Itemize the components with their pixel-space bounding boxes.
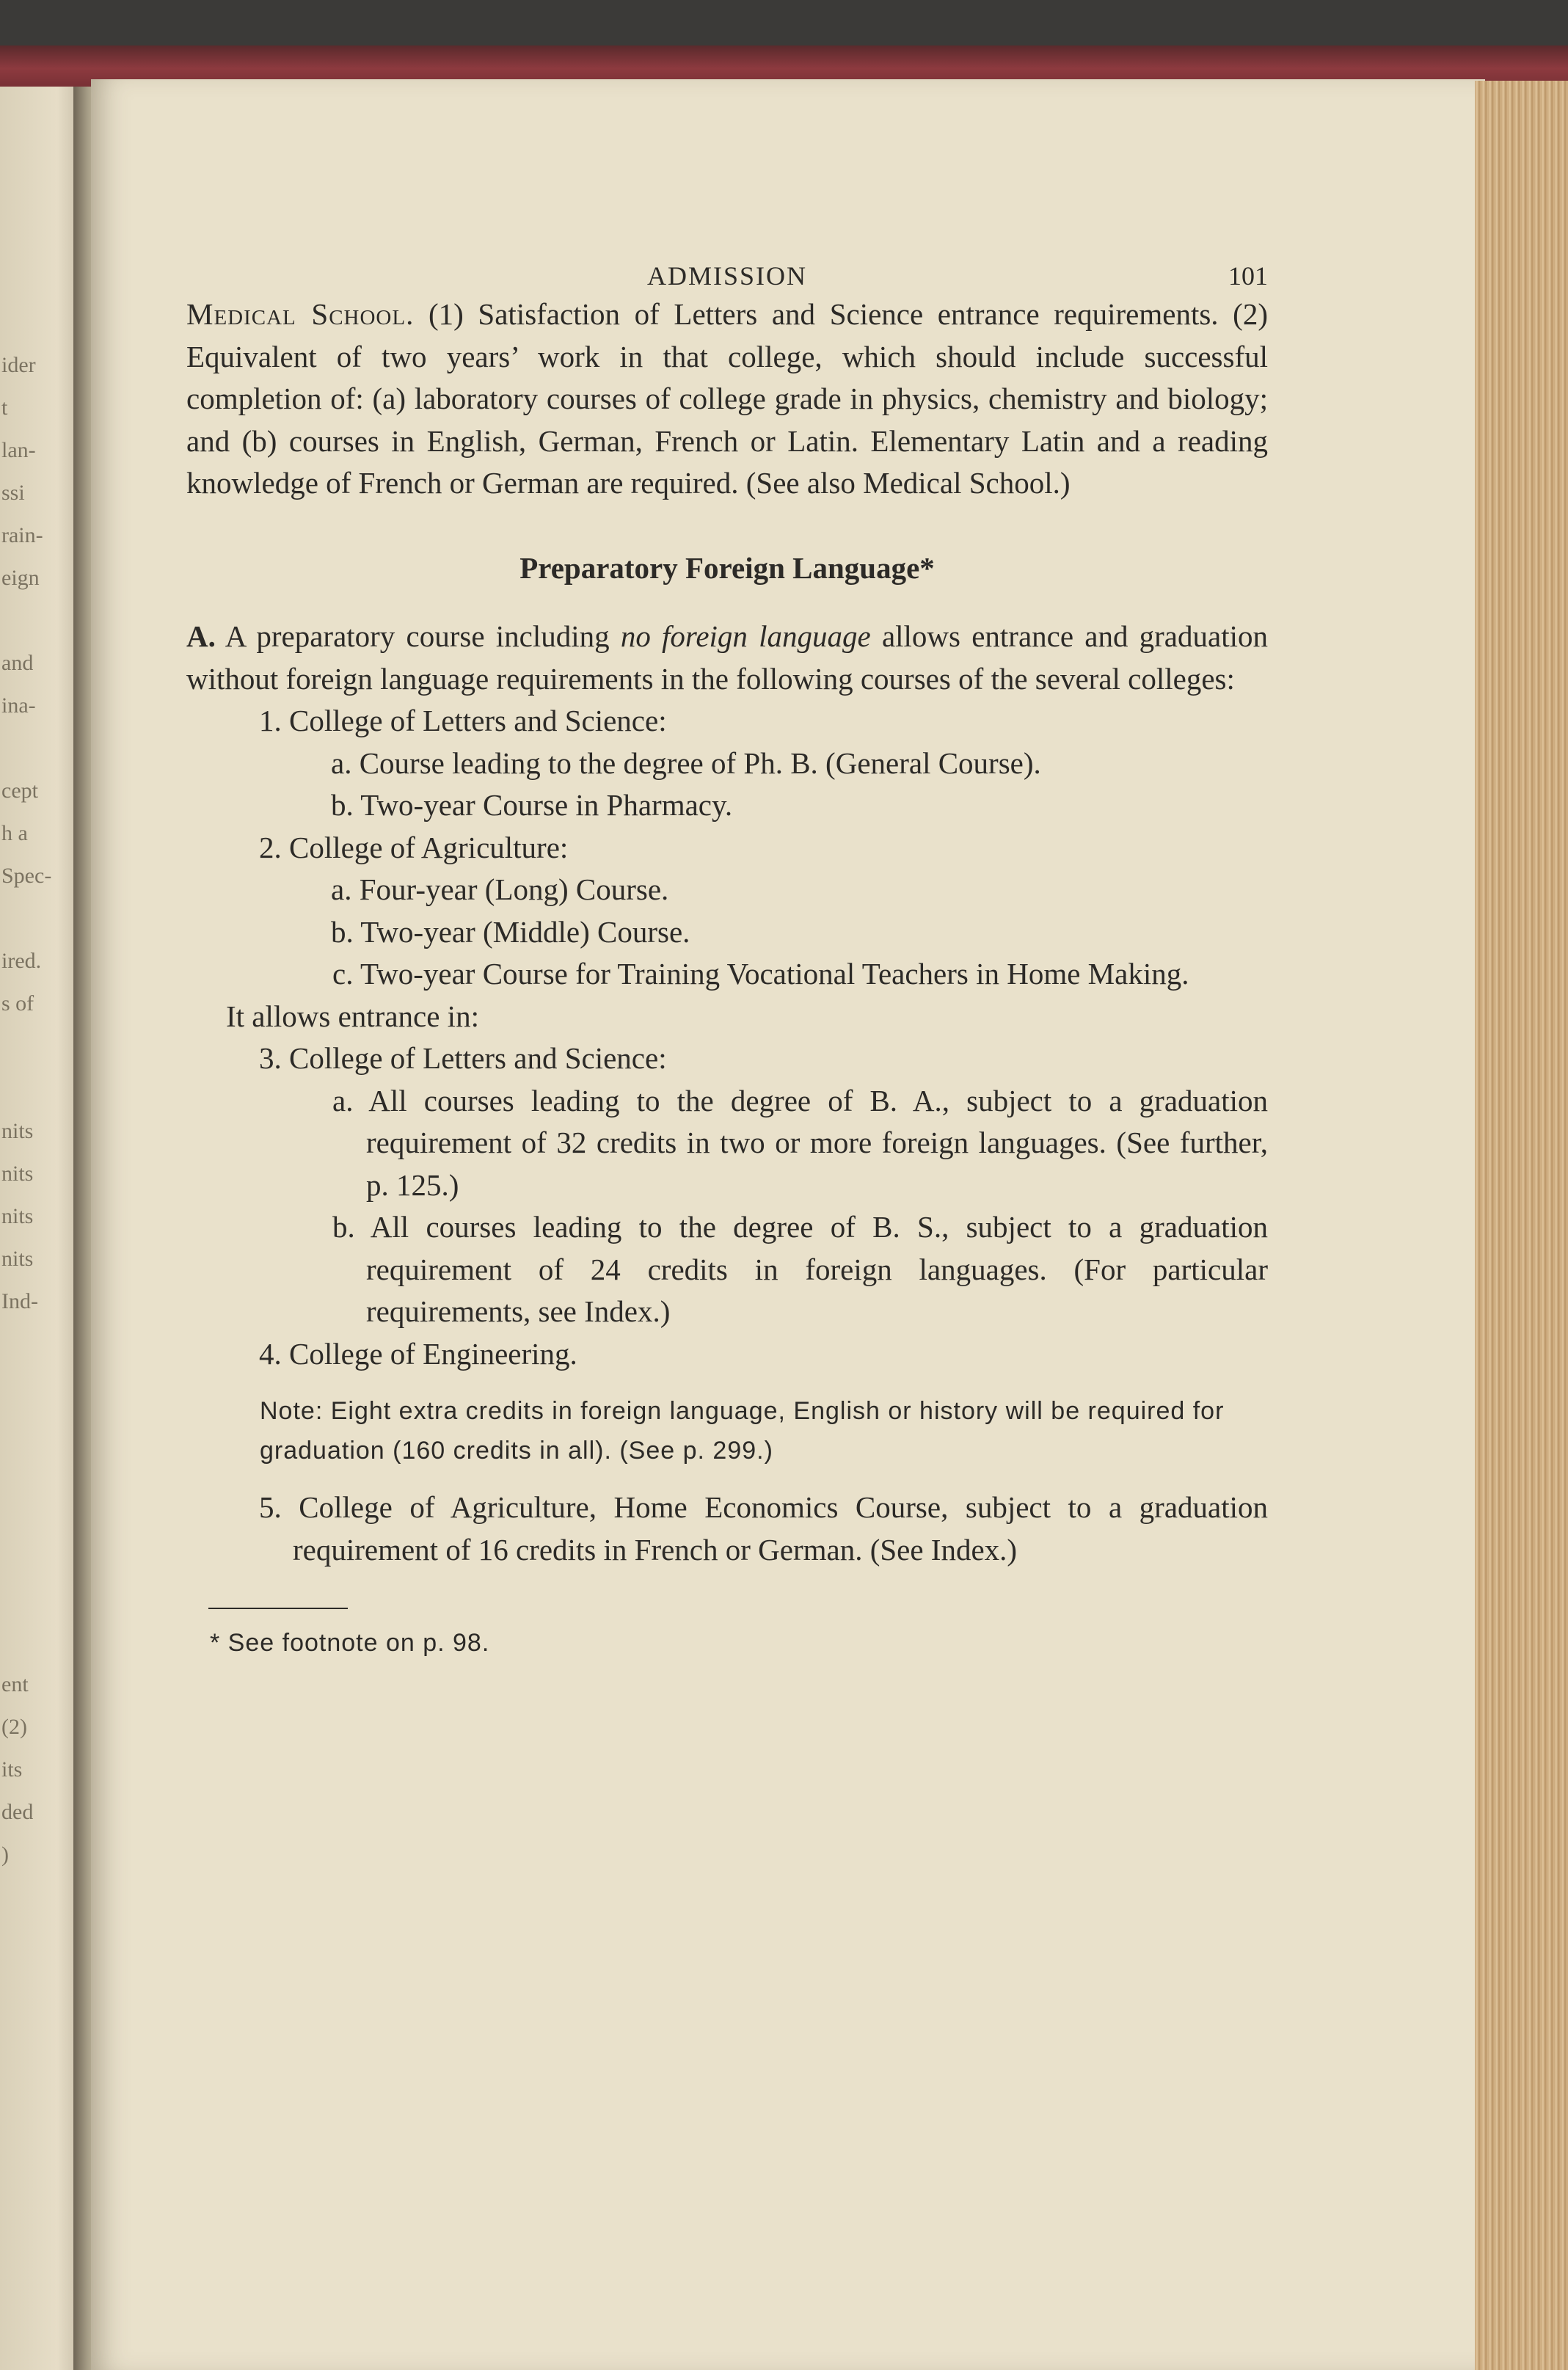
section-a-label: A. bbox=[186, 619, 216, 653]
previous-page-fragment bbox=[1, 1457, 35, 1500]
previous-page-fragment: Ind- bbox=[1, 1289, 38, 1313]
previous-page-fragment: nits bbox=[1, 1162, 34, 1186]
section-a-italic: no foreign language bbox=[620, 619, 871, 653]
list-item: 1. College of Letters and Science: bbox=[259, 704, 667, 737]
previous-page-fragment: eign bbox=[1, 566, 40, 590]
list-item: c. Two-year Course for Training Vocational Teachers in Home Making. bbox=[332, 957, 1189, 991]
list-item: 3. College of Letters and Science: bbox=[259, 1041, 667, 1075]
previous-page-fragment: t bbox=[1, 395, 8, 420]
footnote: * See footnote on p. 98. bbox=[210, 1629, 490, 1657]
previous-page-fragment bbox=[1, 904, 35, 947]
previous-page-fragment: nits bbox=[1, 1204, 34, 1228]
previous-page-fragment: Spec- bbox=[1, 864, 52, 888]
page-header bbox=[186, 249, 1268, 293]
previous-page-fragment bbox=[1, 734, 35, 776]
list-item: a. Four-year (Long) Course. bbox=[331, 872, 669, 906]
previous-page-fragment bbox=[1, 1627, 35, 1670]
previous-page-fragment: nits bbox=[1, 1247, 34, 1271]
section-a-text-2: allows entrance and graduation without foreign language requirements in the following courses of the several colleges: bbox=[186, 619, 1268, 696]
previous-page-fragment bbox=[1, 1074, 35, 1117]
previous-page-fragment: ired. bbox=[1, 949, 42, 973]
previous-page-fragment bbox=[1, 1415, 35, 1457]
page-content bbox=[186, 249, 1268, 1665]
medical-school-lead: Medical School. bbox=[186, 297, 415, 331]
previous-page-fragment: (2) bbox=[1, 1715, 27, 1739]
previous-page-fragment: ent bbox=[1, 1672, 29, 1696]
previous-page-fragment: nits bbox=[1, 1119, 34, 1143]
previous-page-fragment: ded bbox=[1, 1800, 34, 1824]
previous-page-fragment: and bbox=[1, 651, 34, 675]
list-item: 4. College of Engineering. bbox=[259, 1336, 577, 1371]
medical-school-paragraph bbox=[186, 293, 1268, 505]
previous-page-fragment: ider bbox=[1, 353, 36, 377]
footnote-rule bbox=[208, 1608, 348, 1609]
section-a-paragraph bbox=[186, 616, 1268, 700]
engineering-note: Note: Eight extra credits in foreign language, English or history will be required for graduation (160 credits in all). (See p. 299.) bbox=[260, 1397, 1225, 1465]
previous-page-fragment: lan- bbox=[1, 438, 36, 462]
list-item: a. All courses leading to the degree of B. A., subject to a graduation requirement of 32 credits in two or more foreign languages. (See further, p. 125.) bbox=[332, 1083, 1268, 1202]
previous-page-fragment bbox=[1, 1500, 35, 1542]
previous-page-fragment bbox=[1, 1032, 35, 1074]
running-head: ADMISSION bbox=[646, 261, 808, 291]
section-a-text-1: A preparatory course including bbox=[215, 619, 621, 653]
list-item: b. Two-year (Middle) Course. bbox=[331, 914, 690, 949]
section-heading: Preparatory Foreign Language* bbox=[519, 550, 935, 585]
previous-page-fragments bbox=[1, 351, 52, 1883]
page-number: 101 bbox=[1228, 261, 1268, 291]
list-item: a. Course leading to the degree of Ph. B. (General Course). bbox=[331, 745, 1041, 780]
previous-page-fragment: ssi bbox=[1, 481, 25, 505]
previous-page-fragment bbox=[1, 1585, 35, 1627]
previous-page-fragment bbox=[1, 1542, 35, 1585]
allows-entrance-line: It allows entrance in: bbox=[226, 999, 479, 1033]
previous-page-fragment bbox=[1, 1330, 35, 1372]
page-fore-edge bbox=[1475, 81, 1568, 2370]
previous-page-fragment: cept bbox=[1, 779, 38, 803]
previous-page-fragment: ) bbox=[1, 1842, 9, 1867]
list-item: 5. College of Agriculture, Home Economics Course, subject to a graduation requirement of 16 credits in French or German. (See Index.) bbox=[259, 1490, 1268, 1567]
previous-page-fragment: rain- bbox=[1, 523, 43, 547]
list-item: b. All courses leading to the degree of B. S., subject to a graduation requirement of 24 credits in foreign languages. (For particular requirements, see Index.) bbox=[332, 1210, 1268, 1328]
previous-page-fragment bbox=[1, 1372, 35, 1415]
list-item: b. Two-year Course in Pharmacy. bbox=[331, 788, 733, 822]
medical-school-text: (1) Satisfaction of Letters and Science entrance requirements. (2) Equivalent of two years’ work in that college, which should include successful completion of: (a) laboratory courses of college grade in physics, chemistry and biology; and (b) courses in English, German, French or Latin. Elementary Latin and a reading knowledge of French or German are required. (See also Medical School.) bbox=[186, 297, 1268, 500]
previous-page-fragment: ina- bbox=[1, 693, 36, 718]
previous-page-fragment: s of bbox=[1, 991, 34, 1016]
previous-page-fragment bbox=[1, 606, 35, 649]
previous-page-fragment: its bbox=[1, 1757, 23, 1782]
list-item: 2. College of Agriculture: bbox=[259, 830, 569, 864]
previous-page-fragment: h a bbox=[1, 821, 28, 845]
